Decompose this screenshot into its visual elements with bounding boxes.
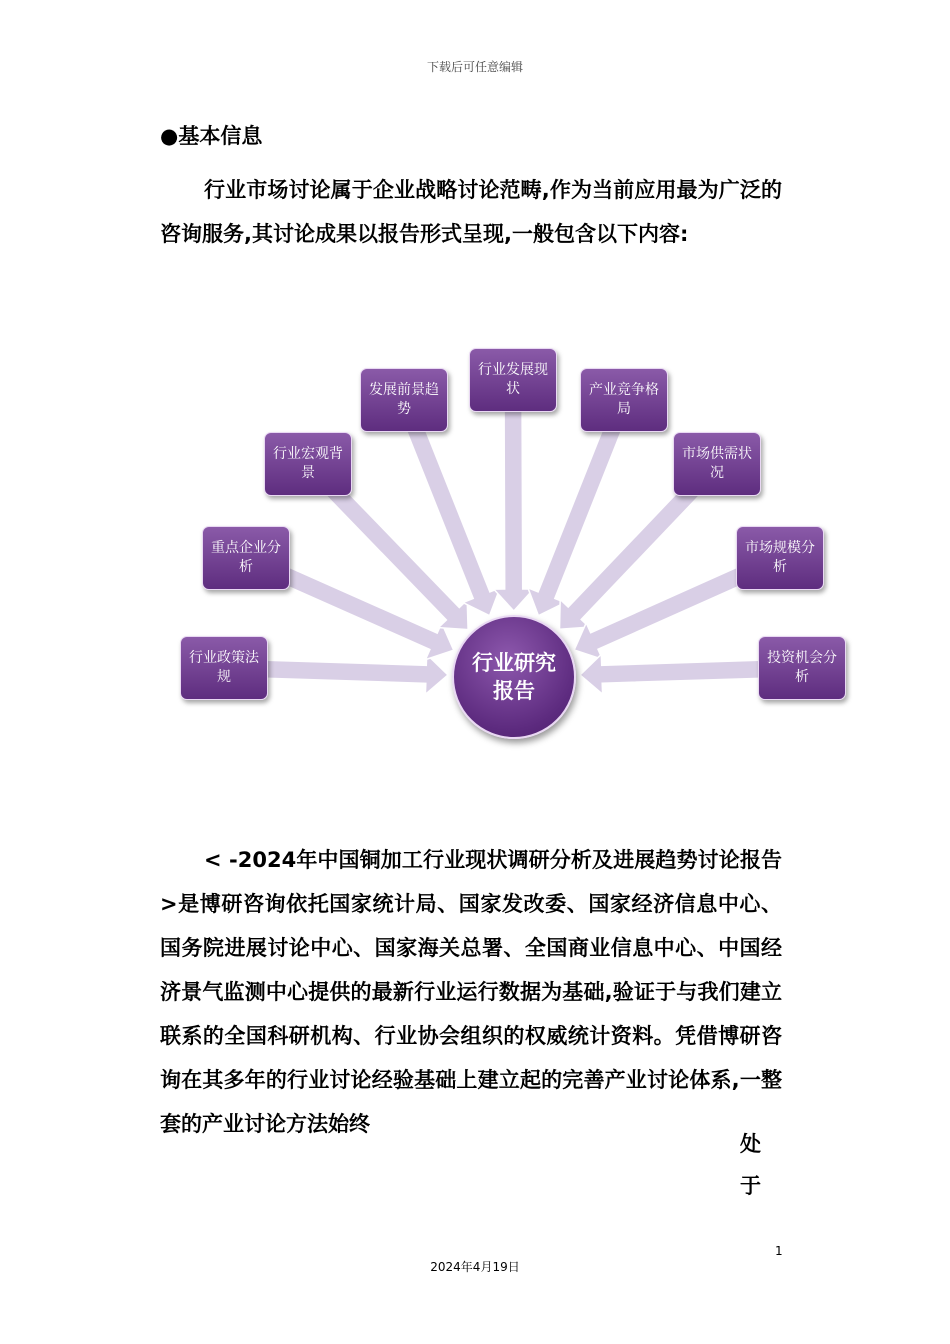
node-label: 行业宏观背景 xyxy=(273,446,343,481)
intro-paragraph: 行业市场讨论属于企业战略讨论范畴,作为当前应用最为广泛的咨询服务,其讨论成果以报告形式呈现,一般包含以下内容: xyxy=(160,178,782,246)
node-macro-background xyxy=(264,432,352,496)
connector-arrow xyxy=(494,410,534,611)
node-label: 市场供需状况 xyxy=(682,446,752,481)
node-label: 行业政策法规 xyxy=(189,650,259,685)
connector-arrow xyxy=(580,654,772,694)
page-header: 下载后可任意编辑 xyxy=(426,60,523,74)
trailing-char: 于 xyxy=(740,1174,761,1198)
page-number: 1 xyxy=(775,1244,783,1258)
node-label: 市场规模分析 xyxy=(745,540,815,575)
center-node-label: 行业研究报告 xyxy=(472,651,556,703)
node-supply-demand xyxy=(673,432,761,496)
trailing-char: 处 xyxy=(740,1132,761,1156)
node-policy-regulation xyxy=(180,636,268,700)
node-competition-pattern xyxy=(580,368,668,432)
node-investment-opportunity xyxy=(758,636,846,700)
node-label: 行业发展现状 xyxy=(478,362,548,397)
node-key-enterprise xyxy=(202,526,290,590)
connector-arrow xyxy=(254,654,448,694)
center-node xyxy=(452,615,576,739)
node-label: 发展前景趋势 xyxy=(369,382,439,417)
section-heading: ●基本信息 xyxy=(160,124,263,148)
node-label: 投资机会分析 xyxy=(767,650,837,685)
node-industry-status xyxy=(469,348,557,412)
node-label: 重点企业分析 xyxy=(211,540,281,575)
node-label: 产业竞争格局 xyxy=(589,382,659,417)
node-market-size xyxy=(736,526,824,590)
body-paragraph: < -2024年中国铜加工行业现状调研分析及进展趋势讨论报告>是博研咨询依托国家统计局、国家发改委、国家经济信息中心、国务院进展讨论中心、国家海关总署、全国商业信息中心、中国经济景气监测中心提供的最新行业运行数据为基础,验证于与我们建立联系的全国科研机构、行业协会组织的权威统计资料。凭借博研咨询在其多年的行业讨论经验基础上建立起的完善产业讨论体系,一整套的产业讨论方法始终 xyxy=(160,848,782,1136)
page-footer-date: 2024年4月19日 xyxy=(430,1260,520,1274)
report-contents-diagram xyxy=(170,340,860,740)
node-development-prospect xyxy=(360,368,448,432)
